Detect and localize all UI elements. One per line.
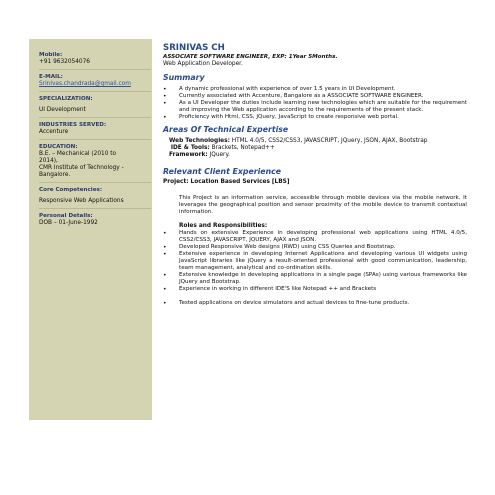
specialization-value: UI Development <box>39 107 86 113</box>
job-title: ASSOCIATE SOFTWARE ENGINEER, EXP: 1Year 5Months. <box>163 54 338 60</box>
personal-label: Personal Details: <box>39 213 93 219</box>
competencies-block <box>39 187 152 205</box>
web-tech-value: HTML 4.0/5, CSS2/CSS3, JAVASCRIPT, JQuery, JSON, AJAX, Bootstrap <box>231 138 428 144</box>
bullet-icon: • <box>163 230 167 237</box>
list-item: • As a UI Developer the duties include learning new technologies which are suitable for the requirement and improving the Web application according to the requirements of the present stack. <box>163 100 467 113</box>
divider <box>39 117 151 118</box>
job-subtitle: Web Application Developer. <box>163 61 243 67</box>
list-item: • Proficiency with Html, CSS, JQuery, JavaScript to create responsive web portal. <box>163 114 399 121</box>
framework-row <box>169 152 467 159</box>
summary-list <box>163 86 467 121</box>
ide-label: IDE & Tools: <box>170 145 210 151</box>
ide-row <box>169 145 467 152</box>
education-line: CMR Institute of Technology - <box>39 165 124 171</box>
bullet-icon: • <box>163 286 167 293</box>
list-item: • Hands on extensive Experience in developing professional web applications using HTML 4.0/5, CSS2/CSS3, JAVASCRIPT, JQUERY, AJAX and JSON. <box>163 230 467 243</box>
candidate-name: SRINIVAS CH <box>163 43 225 53</box>
client-heading: Relevant Client Experience <box>163 167 282 176</box>
sidebar <box>29 39 152 420</box>
summary-heading: Summary <box>163 73 205 82</box>
industries-label: INDUSTRIES SERVED: <box>39 122 107 128</box>
bullet-icon: • <box>163 86 167 93</box>
web-tech-label: Web Technologies: <box>169 138 230 144</box>
web-tech-row <box>169 138 467 145</box>
competencies-value: Responsive Web Applications <box>39 198 124 204</box>
education-line: B.E. – Mechanical (2010 to <box>39 151 117 157</box>
bullet-icon: • <box>163 244 167 251</box>
roles-list <box>163 230 467 293</box>
email-link[interactable]: Srinivas.chandrada@gmail.com <box>39 81 131 87</box>
bullet-icon: • <box>163 114 167 121</box>
final-list <box>163 300 467 307</box>
project-label: Project: Location Based Services [LBS] <box>163 179 290 185</box>
divider <box>39 69 151 70</box>
specialization-label: SPECIALIZATION: <box>39 96 93 102</box>
project-description: This Project is an information service, accessible through mobile devices via the mobile network. It leverages the geographical position and sensor proximity of the mobile device to transmit contextual information. <box>179 195 467 215</box>
competencies-label: Core Competencies: <box>39 187 103 193</box>
list-item: • Developed Responsive Web designs (RWD) using CSS Queries and Bootstrap. <box>163 244 396 251</box>
bullet-icon: • <box>163 100 167 107</box>
list-item: • A dynamic professional with experience of over 1.5 years in UI Development. <box>163 86 396 93</box>
personal-block <box>39 213 152 227</box>
bullet-icon: • <box>163 251 167 258</box>
email-label: E-MAIL: <box>39 74 63 80</box>
roles-label: Roles and Responsibilities: <box>179 223 268 229</box>
bullet-icon: • <box>163 272 167 279</box>
specialization-block <box>39 96 152 114</box>
education-label: EDUCATION: <box>39 144 78 150</box>
tech-heading: Areas Of Technical Expertise <box>163 125 289 134</box>
framework-value: JQuery. <box>209 152 230 158</box>
personal-value: DOB – 01-June-1992 <box>39 220 98 226</box>
mobile-label: Mobile: <box>39 52 63 58</box>
industries-block <box>39 122 152 136</box>
divider <box>39 208 151 209</box>
tech-details <box>163 138 467 159</box>
divider <box>39 139 151 140</box>
divider <box>39 91 151 92</box>
mobile-block <box>39 52 152 66</box>
education-line: Bangalore. <box>39 172 71 178</box>
bullet-icon: • <box>163 300 167 307</box>
email-block <box>39 74 152 88</box>
list-item: • Tested applications on device simulators and actual devices to fine-tune products. <box>163 300 410 307</box>
ide-value: Brackets, Notepad++ <box>211 145 275 151</box>
industries-value: Accenture <box>39 129 69 135</box>
list-item: • Extensive knowledge in developing applications in a single page (SPAs) using various frameworks like JQuery and Bootstrap. <box>163 272 467 285</box>
list-item: • Extensive experience in developing Internet Applications and developing various UI widgets using JavaScript libraries like jQuery a result-oriented professional with good communication, leadership, team management, analytical and co-ordination skills. <box>163 251 467 271</box>
mobile-value: +91 9632054076 <box>39 59 90 65</box>
framework-label: Framework: <box>169 152 208 158</box>
bullet-icon: • <box>163 93 167 100</box>
list-item: • Currently associated with Accenture, Bangalore as a ASSOCIATE SOFTWARE ENGINEER. <box>163 93 424 100</box>
list-item: • Experience in working in different IDE'S like Notepad ++ and Brackets <box>163 286 377 293</box>
main-content <box>163 44 467 307</box>
divider <box>39 182 151 183</box>
education-line: 2014), <box>39 158 58 164</box>
education-block <box>39 144 152 179</box>
